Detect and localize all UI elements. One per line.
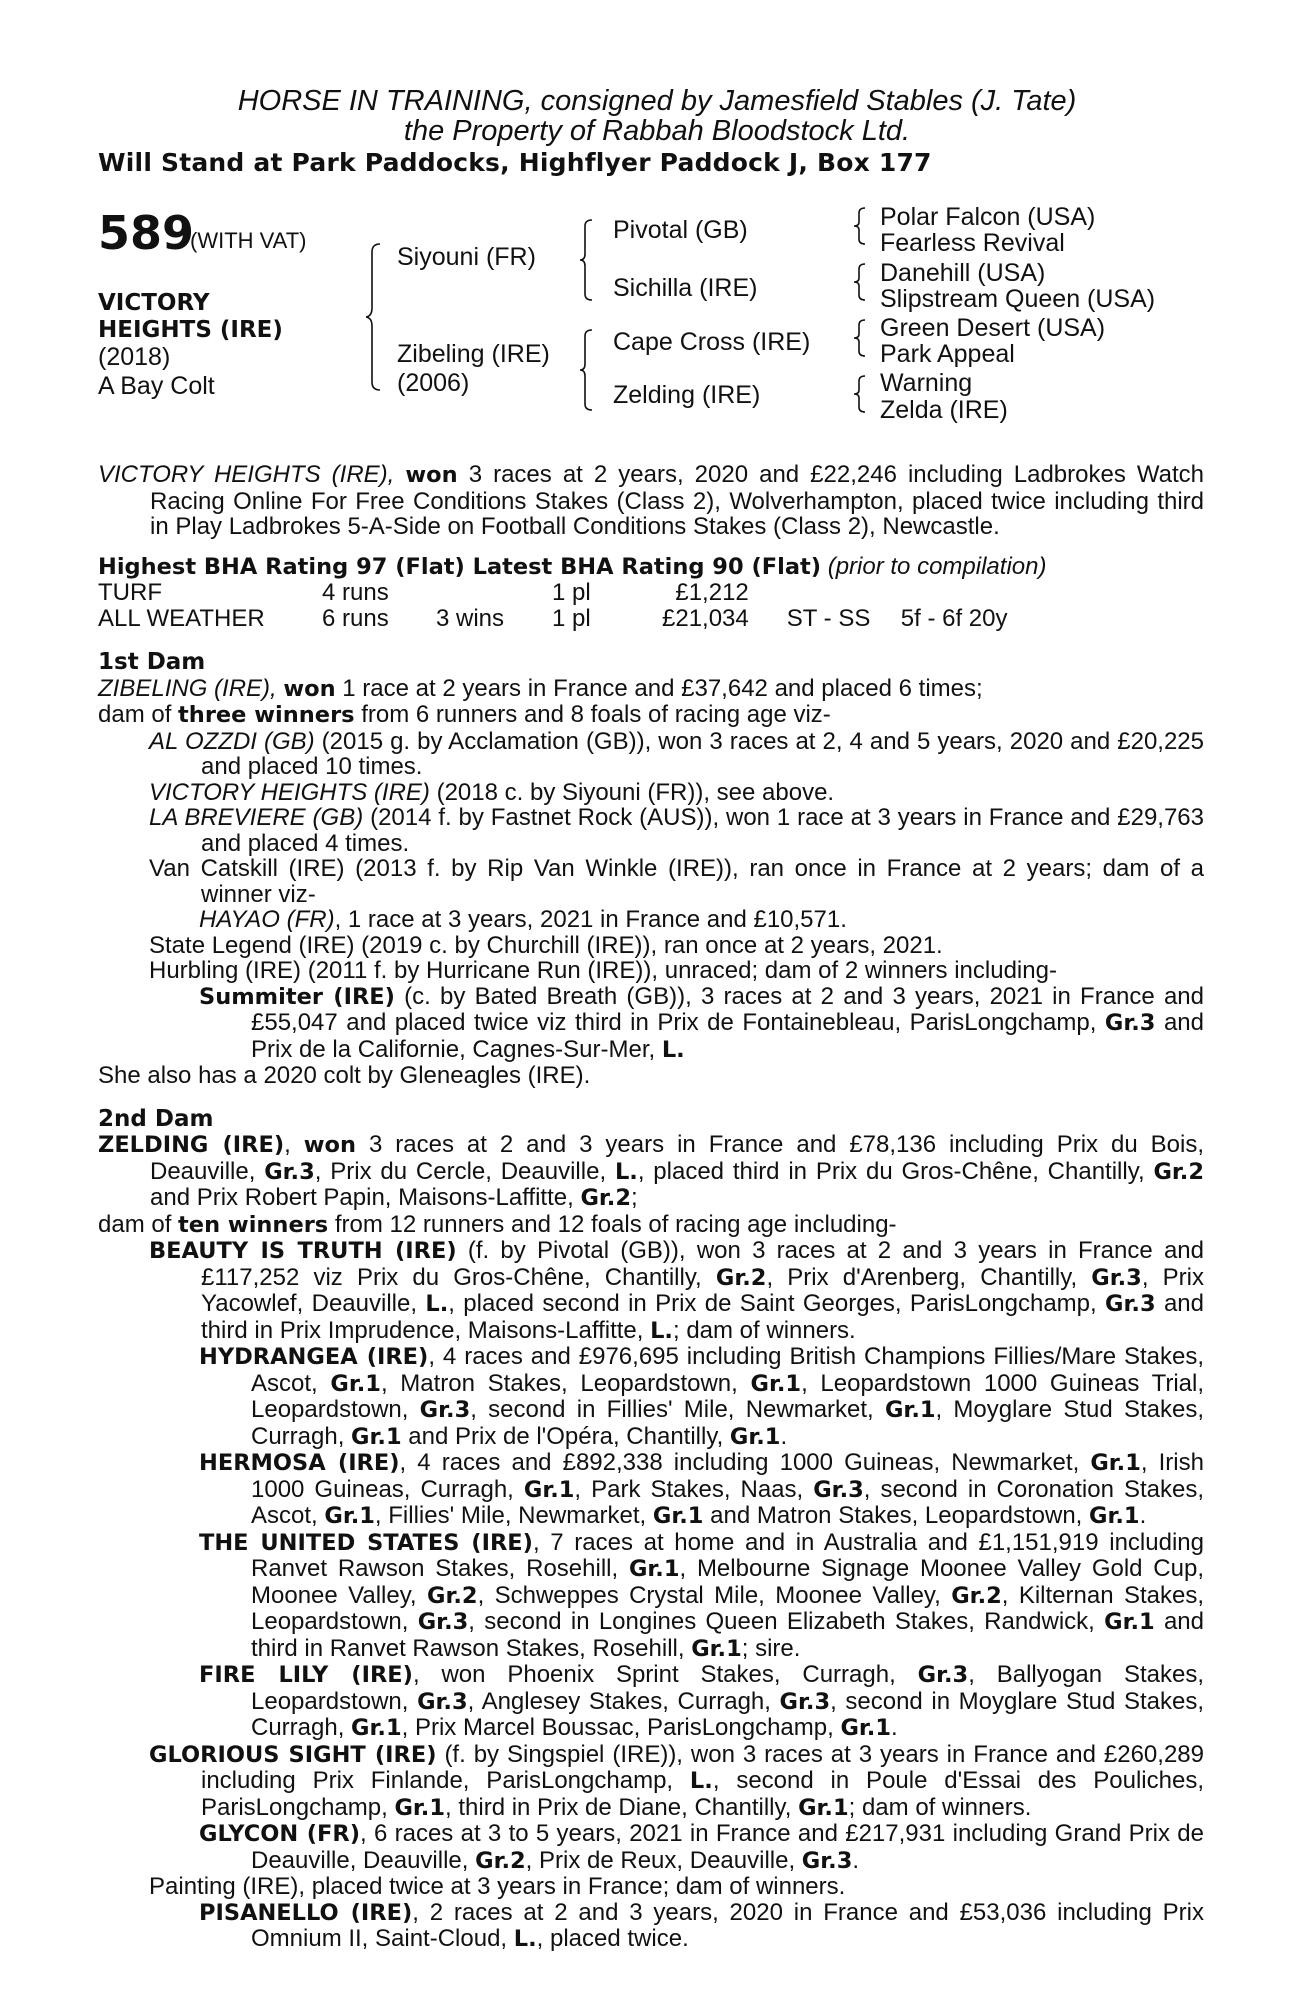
- list-item: Painting (IRE), placed twice at 3 years in France; dam of winners.: [149, 1873, 846, 1900]
- dam-year: (2006): [397, 369, 470, 397]
- first-dam-record: ZIBELING (IRE), won 1 race at 2 years in France and £37,642 and placed 6 times;: [98, 674, 983, 702]
- list-item: PISANELLO (IRE), 2 races at 2 and 3 years, 2020 in France and £53,036 including Prix Omnium II, Saint-Cloud, L., placed twice.: [199, 1898, 1205, 1952]
- bracket-gg2: [854, 262, 870, 302]
- granddam-maternal: Zelding (IRE): [613, 381, 761, 409]
- first-dam-produce-summary: dam of three winners from 6 runners and 8 foals of racing age viz-: [98, 701, 831, 728]
- list-item: Hurbling (IRE) (2011 f. by Hurricane Run (IRE)), unraced; dam of 2 winners including-: [149, 957, 1057, 984]
- list-item: LA BREVIERE (GB) (2014 f. by Fastnet Rock (AUS)), won 1 race at 3 years in France and £29,763 and placed 4 times.: [149, 804, 1204, 857]
- granddam-paternal: Sichilla (IRE): [613, 274, 758, 302]
- list-item: VICTORY HEIGHTS (IRE) (2018 c. by Siyouni (FR)), see above.: [149, 778, 835, 806]
- dam-bracket: [580, 328, 598, 412]
- list-item: Summiter (IRE) (c. by Bated Breath (GB)), 3 races at 2 and 3 years, 2021 in France and £55,047 and placed twice viz third in Prix de Fontainebleau, ParisLongchamp, Gr.3 and Prix de la Californie, Cagnes-Sur-Mer, L.: [199, 982, 1204, 1063]
- list-item: State Legend (IRE) (2019 c. by Churchill (IRE)), ran once at 2 years, 2021.: [149, 931, 943, 959]
- ancestor-5: Green Desert (USA): [880, 314, 1106, 342]
- table-row: ALL WEATHER 6 runs 3 wins 1 pl £21,034 ST - SS 5f - 6f 20y: [98, 605, 1008, 632]
- grandsire-paternal: Pivotal (GB): [613, 216, 748, 244]
- list-item: THE UNITED STATES (IRE), 7 races at home and in Australia and £1,151,919 including Ranvet Rawson Stakes, Rosehill, Gr.1, Melbourne Signage Moonee Valley Gold Cup, Moonee Valley, Gr.2, Schweppes Crystal Mile, Moonee Valley, Gr.2, Kilternan Stakes, Leopardstown, Gr.3, second in Longines Queen Elizabeth Stakes, Randwick, Gr.1 and third in Ranvet Rawson Stakes, Rosehill, Gr.1; sire.: [199, 1528, 1205, 1662]
- horse-name-line2: HEIGHTS (IRE): [98, 317, 283, 343]
- catalogue-body: [98, 462, 1204, 1953]
- grandsire-maternal: Cape Cross (IRE): [613, 328, 811, 356]
- ancestor-8: Zelda (IRE): [880, 396, 1008, 424]
- ancestor-2: Fearless Revival: [880, 229, 1065, 257]
- sire-bracket: [580, 218, 598, 302]
- location-line: Will Stand at Park Paddocks, Highflyer Paddock J, Box 177: [98, 148, 932, 177]
- second-dam-record: ZELDING (IRE), won 3 races at 2 and 3 years in France and £78,136 including Prix du Bois, Deauville, Gr.3, Prix du Cercle, Deauville, L., placed third in Prix du Gros-Chêne, Chantilly, Gr.2 and Prix Robert Papin, Maisons-Laffitte, Gr.2;: [98, 1131, 1204, 1211]
- ancestor-3: Danehill (USA): [880, 259, 1046, 287]
- vat-label: (WITH VAT): [190, 228, 307, 253]
- list-item: HAYAO (FR), 1 race at 3 years, 2021 in France and £10,571.: [199, 906, 847, 933]
- second-dam-heading: 2nd Dam: [98, 1105, 214, 1132]
- list-item: GLYCON (FR), 6 races at 3 to 5 years, 2021 in France and £217,931 including Grand Prix de Deauville, Deauville, Gr.2, Prix de Reux, Deauville, Gr.3.: [199, 1820, 1204, 1874]
- owner-line: the Property of Rabbah Bloodstock Ltd.: [403, 115, 911, 147]
- list-item: HYDRANGEA (IRE), 4 races and £976,695 including British Champions Fillies/Mare Stakes, Ascot, Gr.1, Matron Stakes, Leopardstown, Gr.1, Leopardstown 1000 Guineas Trial, Leopardstown, Gr.3, second in Fillies' Mile, Newmarket, Gr.1, Moyglare Stud Stakes, Curragh, Gr.1 and Prix de l'Opéra, Chantilly, Gr.1.: [199, 1343, 1205, 1450]
- dam-name: Zibeling (IRE): [397, 340, 550, 368]
- horse-name-line1: VICTORY: [98, 290, 210, 316]
- list-item: GLORIOUS SIGHT (IRE) (f. by Singspiel (IRE)), won 3 races at 3 years in France and £260,289 including Prix Finlande, ParisLongchamp, L., second in Poule d'Essai des Pouliches, ParisLongchamp, Gr.1, third in Prix de Diane, Chantilly, Gr.1; dam of winners.: [149, 1740, 1204, 1821]
- list-item: BEAUTY IS TRUTH (IRE) (f. by Pivotal (GB)), won 3 races at 2 and 3 years in France and £117,252 viz Prix du Gros-Chêne, Chantilly, Gr.2, Prix d'Arenberg, Chantilly, Gr.3, Prix Yacowlef, Deauville, L., placed second in Prix de Saint Georges, ParisLongchamp, Gr.3 and third in Prix Imprudence, Maisons-Laffitte, L.; dam of winners.: [149, 1237, 1204, 1344]
- list-item: She also has a 2020 colt by Gleneagles (IRE).: [98, 1062, 591, 1089]
- rating-line: Highest BHA Rating 97 (Flat) Latest BHA Rating 90 (Flat) (prior to compilation): [98, 552, 1047, 580]
- list-item: AL OZZDI (GB) (2015 g. by Acclamation (GB)), won 3 races at 2, 4 and 5 years, 2020 and £20,225 and placed 10 times.: [149, 727, 1205, 780]
- list-item: FIRE LILY (IRE), won Phoenix Sprint Stakes, Curragh, Gr.3, Ballyogan Stakes, Leopardstown, Gr.3, Anglesey Stakes, Curragh, Gr.3, second in Moyglare Stud Stakes, Curragh, Gr.1, Prix Marcel Boussac, ParisLongchamp, Gr.1.: [199, 1661, 1205, 1741]
- second-dam-produce-summary: dam of ten winners from 12 runners and 12 foals of racing age including-: [98, 1210, 897, 1238]
- performance-table: [98, 580, 1008, 632]
- list-item: Van Catskill (IRE) (2013 f. by Rip Van Winkle (IRE)), ran once in France at 2 years; dam of a winner viz-: [149, 855, 1204, 908]
- ancestor-4: Slipstream Queen (USA): [880, 285, 1156, 313]
- sire-name: Siyouni (FR): [397, 243, 536, 271]
- ancestor-1: Polar Falcon (USA): [880, 203, 1096, 231]
- race-summary: VICTORY HEIGHTS (IRE), won 3 races at 2 years, 2020 and £22,246 including Ladbrokes Watch Racing Online For Free Conditions Stakes (Class 2), Wolverhampton, placed twice including third in Play Ladbrokes 5-A-Side on Football Conditions Stakes (Class 2), Newcastle.: [98, 461, 1204, 540]
- consignor-line: HORSE IN TRAINING, consigned by Jamesfield Stables (J. Tate): [237, 85, 1077, 117]
- bracket-gg3: [854, 318, 870, 358]
- bracket-gg4: [854, 374, 870, 414]
- bracket-gg1: [854, 206, 870, 246]
- sire-dam-bracket: [366, 242, 386, 392]
- horse-description: A Bay Colt: [98, 372, 215, 400]
- first-dam-heading: 1st Dam: [98, 649, 206, 675]
- table-row: TURF 4 runs 1 pl £1,212: [98, 579, 749, 606]
- ancestor-6: Park Appeal: [880, 340, 1015, 368]
- horse-year: (2018): [98, 343, 171, 371]
- ancestor-7: Warning: [880, 369, 973, 397]
- lot-number: 589: [98, 206, 195, 260]
- list-item: HERMOSA (IRE), 4 races and £892,338 including 1000 Guineas, Newmarket, Gr.1, Irish 1000 Guineas, Curragh, Gr.1, Park Stakes, Naas, Gr.3, second in Coronation Stakes, Ascot, Gr.1, Fillies' Mile, Newmarket, Gr.1 and Matron Stakes, Leopardstown, Gr.1.: [199, 1449, 1205, 1529]
